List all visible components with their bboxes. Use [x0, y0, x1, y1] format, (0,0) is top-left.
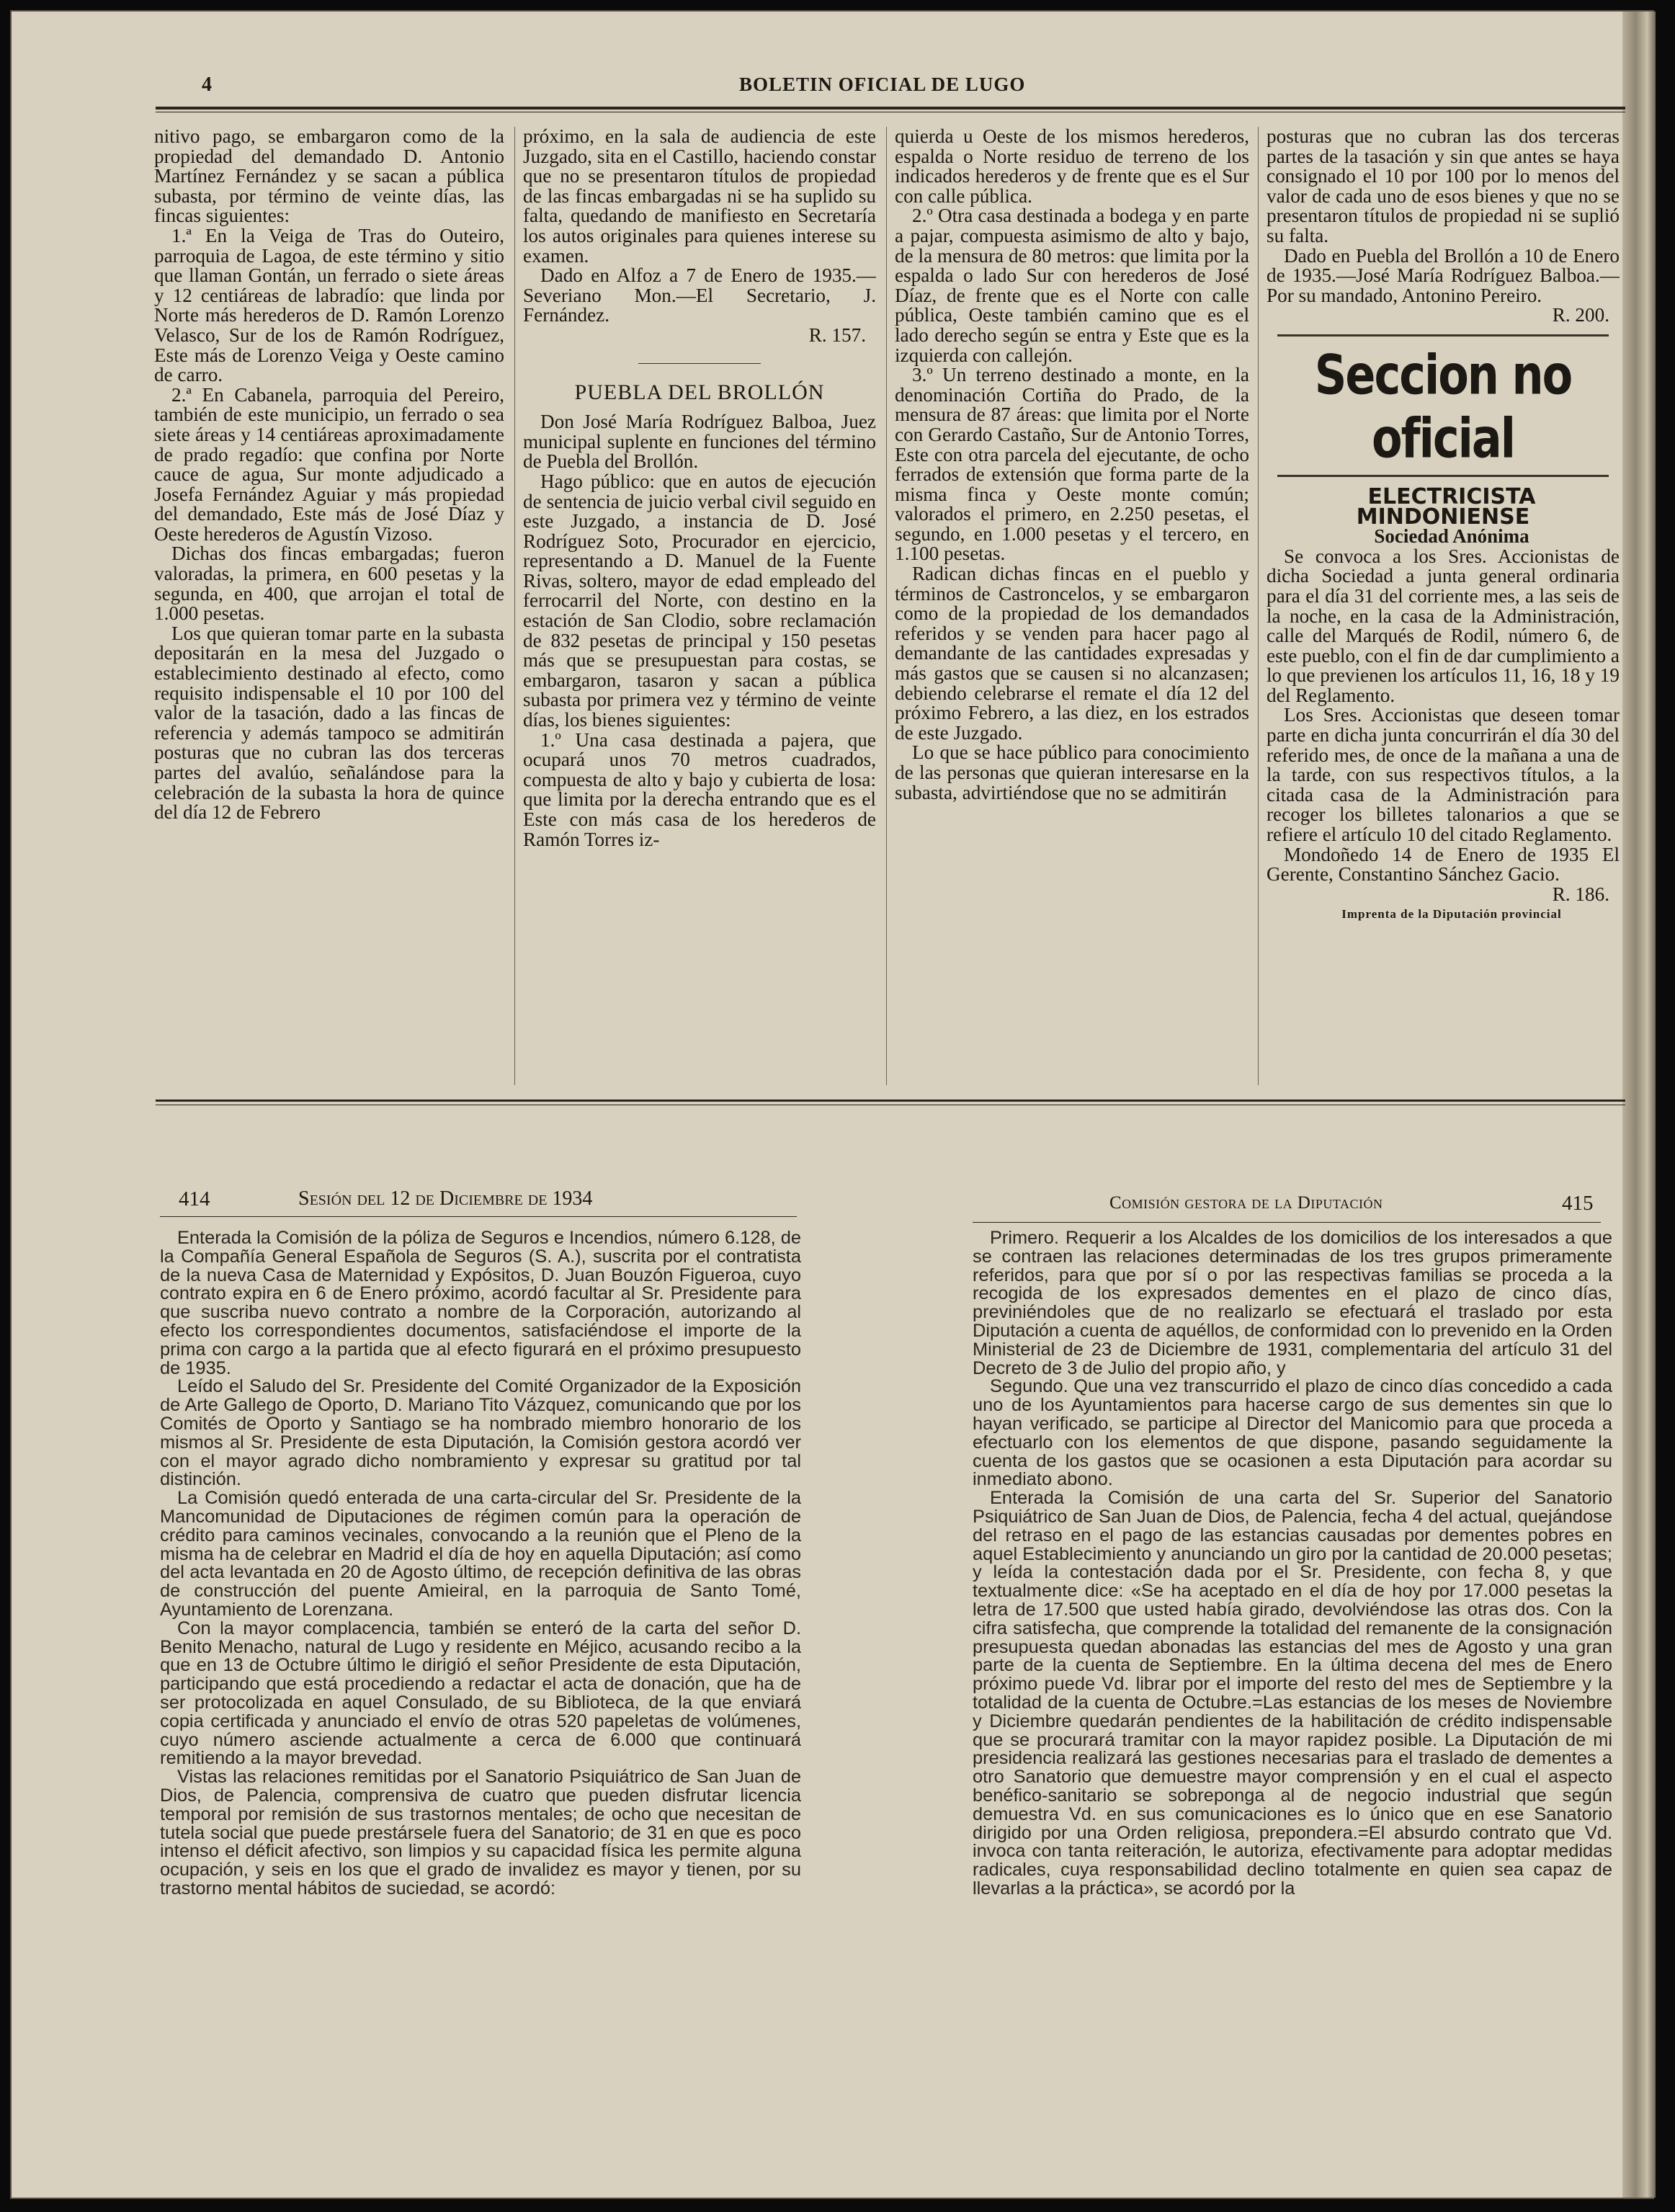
paragraph: Leído el Saludo del Sr. Presidente del Comité Organizador de la Exposición de Arte Gallego de Oporto, D. Mariano Tito Vázquez, comunicando que por los Comités de Oporto y Santiago se ha nombrado miembro honorario de los mismos al Sr. Presidente de esta Diputación, la Comisión gestora acordó ver con el mayor agrado dicho nombramiento y expresar su gratitud por tal distinción.	[160, 1376, 801, 1490]
paragraph: Vistas las relaciones remitidas por el Sanatorio Psiquiátrico de San Juan de Dios, de Palencia, comprensiva de cuatro que pueden disfrutar licencia temporal por remisión de sus trastornos mentales; de ocho que necesitan de tutela social que puede prestársele fuera del Sanatorio; de 31 en que es poco intenso el déficit afectivo, son limpios y su capacidad física les permite alguna ocupación, y seis en los que el grado de invalidez es mayor y tienen, por su trastorno mental hábitos de suciedad, se acordó:	[160, 1767, 801, 1899]
right-page-title: Comisión gestora de la Diputación	[1109, 1193, 1383, 1213]
paragraph: Radican dichas fincas en el pueblo y términos de Castroncelos, y se embargaron como de la propiedad de los demandados referidos y se venden para hacer pago al demandante de las cantidades expresadas y más gastos que se causen si no alcanzasen; debiendo celebrarse el remate el día 12 del próximo Febrero, a las diez, en los estrados de este Juzgado.	[895, 563, 1249, 744]
paragraph: Enterada la Comisión de la póliza de Seguros e Incendios, número 6.128, de la Compañía General Española de Seguros (S. A.), suscrita por el contratista de la nueva Casa de Maternidad y Expósitos, D. Juan Bouzón Figueroa, cuyo contrato expira en 6 de Enero próximo, acordó facultar al Sr. Presidente para que suscriba nuevo contrato a nombre de la Corporación, autorizando al efecto los correspondientes documentos, satisfaciéndose el importe de la prima con cargo a la partida que al efecto figurará en el próximo presupuesto de 1935.	[160, 1229, 801, 1378]
paragraph: La Comisión quedó enterada de una carta-circular del Sr. Presidente de la Mancomunidad de Diputaciones de régimen común para la operación de crédito para caminos vecinales, convocando a la reunión que el Pleno de la misma ha de celebrar en Madrid el día de hoy en aquella Diputación; así como del acta levantada en 20 de Agosto último, de recepción definitiva de las obras de construcción del puente Amieiral, en la parroquia de Santo Tomé, Ayuntamiento de Lorenzana.	[160, 1488, 801, 1620]
section-divider	[1277, 334, 1609, 336]
column-1	[154, 127, 504, 1082]
paragraph: 2.ª En Cabanela, parroquia del Pereiro, también de este municipio, un ferrado o sea siete áreas y 14 centiáreas aproximadamente de prado regadío: que confina por Norte cauce de agua, Sur monte adjudicado a Josefa Fernández Aguiar y más propiedad del demandado, Este más de José Díaz y Oeste herederos de Agustín Vizoso.	[154, 383, 504, 545]
paragraph: nitivo pago, se embargaron como de la propiedad del demandado D. Antonio Martínez Fernández y se sacan a pública subasta, por término de veinte días, las fincas siguientes:	[154, 127, 504, 227]
paragraph: Lo que se hace público para conocimiento de las personas que quieran interesarse en la subasta, advirtiéndose que no se admitirán	[895, 741, 1249, 803]
column-divider	[514, 127, 515, 1085]
paragraph: posturas que no cubran las dos terceras partes de la tasación y sin que antes se haya consignado el 10 por 100 por lo menos del valor de cada uno de esos bienes y que no se presentaron títulos de propiedad ni se suplió su falta.	[1267, 127, 1620, 246]
paragraph: 2.º Otra casa destinada a bodega y en parte a pajar, compuesta asimismo de alto y bajo, de la mensura de 80 metros: que limita por la espalda o lado Sur con herederos de José Díaz, de frente que es el Norte con calle pública, Oeste también camino que es el lado derecho según se entra y Este que es la izquierda con callejón.	[895, 205, 1249, 366]
section-divider	[638, 363, 761, 364]
column-3	[895, 127, 1249, 1082]
paragraph: Primero. Requerir a los Alcaldes de los domicilios de los interesados a que se contraen las relaciones determinadas de los tres grupos primeramente referidos, para que por sí o por las respectivas familias se proceda a la recogida de los expresados dementes en el plazo de cinco días, previniéndoles que de no realizarlo se efectuará el traslado por esta Diputación a cuenta de aquéllos, de conformidad con lo prevenido en la Orden Ministerial de 23 de Diciembre de 1931, complementaria del artículo 31 del Decreto de 3 de Julio del propio año, y	[973, 1229, 1612, 1378]
left-page-title: Sesión del 12 de Diciembre de 1934	[298, 1187, 593, 1210]
reference-number: R. 200.	[1552, 304, 1609, 326]
right-page-number: 415	[1562, 1192, 1594, 1215]
column-divider	[1258, 127, 1259, 1085]
page-bottom-rule	[156, 1100, 1625, 1102]
company-name: ELECTRICISTA MINDONIENSE	[1356, 483, 1536, 530]
paragraph: Hago público: que en autos de ejecución de sentencia de juicio verbal civil seguido en este Juzgado, a instancia de D. José Rodríguez Soto, Procurador en ejercicio, representando a D. Manuel de la Fuente Rivas, soltero, mayor de edad empleado del ferrocarril del Norte, con destino en la estación de San Clodio, sobre reclamación de 832 pesetas de principal y 150 pesetas más que se presupuestan para costas, se embargaron, tasaron y sacan a pública subasta por primera vez y término de veinte días, los bienes siguientes:	[523, 470, 876, 731]
column-divider	[886, 127, 887, 1085]
paragraph: Los que quieran tomar parte en la subasta depositarán en la mesa del Juzgado o establecimiento destinado al efecto, como requisito indispensable el 10 por 100 del valor de la tasación, dado a las fincas de referencia y además tampoco se admitirán posturas que no cubran las dos terceras partes del avalúo, señalándose para la celebración de la subasta la hora de quince del día 12 de Febrero	[154, 622, 504, 824]
column-4	[1267, 127, 1620, 1082]
reference-number: R. 157.	[808, 324, 866, 346]
paragraph: Dichas dos fincas embargadas; fueron valoradas, la primera, en 600 pesetas y la segunda, en 400, que arrojan el total de 1.000 pesetas.	[154, 543, 504, 625]
left-page-number: 414	[179, 1187, 210, 1210]
paragraph: Segundo. Que una vez transcurrido el plazo de cinco días concedido a cada uno de los Ayuntamientos para hacerse cargo de sus dementes sin que lo hayan verificado, se participe al Director del Manicomio para que proceda a efectuarlo con los elementos de que dispone, pasando seguidamente la cuenta de los gastos que se ocasionen a esta Diputación para acordar su inmediato abono.	[973, 1376, 1612, 1490]
binding-spine	[1622, 12, 1656, 2198]
paragraph: Enterada la Comisión de una carta del Sr. Superior del Sanatorio Psiquiátrico de San Juan de Dios, de Palencia, fecha 4 del actual, quejándose del retraso en el pago de las estancias causadas por dementes pobres en aquel Establecimiento y anunciando un giro por la cantidad de 20.000 pesetas; y leída la contestación dada por el Sr. Presidente, con fecha 8, y que textualmente dice: «Se ha aceptado en el día de hoy por 17.000 pesetas la letra de 17.500 que usted había girado, devolviéndose las otras dos. Con la cifra satisfecha, que comprende la totalidad del remanente de la consignación presupuesta quedan abonadas las estancias del mes de Agosto y una gran parte de la cuenta de Septiembre. En la última decena del mes de Enero próximo puede Vd. librar por el importe del resto del mes de Septiembre y la totalidad de la cuenta de Octubre.=Las estancias de los meses de Noviembre y Diciembre quedarán pendientes de la habilitación de crédito indispensable que se procurará tramitar con la mayor rapidez posible. La Diputación de mi presidencia realizará las gestiones necesarias para el traslado de dementes a otro Sanatorio que demuestre mayor comprensión y en el cual el aspecto benéfico-sanitario se sobreponga al de negocio industrial que según demuestra Vd. en sus comunicaciones es lo único que en ese Sanatorio dirigido por una Orden religiosa, prepondera.=El absurdo contrato que Vd. invoca con tanta reiteración, le autoriza, efectivamente para adoptar medidas radicales, cuya responsabilidad declino totalmente en quien sea capaz de llevarlas a la práctica», se acordó por la	[973, 1488, 1612, 1899]
paragraph: 3.º Un terreno destinado a monte, en la denominación Cortiña do Prado, de la mensura de 87 áreas: que limita por el Norte con Gerardo Castaño, Sur de Antonio Torres, Este con otra parcela del ejecutante, de ocho ferrados de extensión que forma parte de la misma finca y Oeste monte común; valorados el primero, en 2.250 pesetas, el segundo, en 1.000 pesetas y el tercero, en 1.100 pesetas.	[895, 364, 1249, 565]
paragraph: Se convoca a los Sres. Accionistas de dicha Sociedad a junta general ordinaria para el día 31 del corriente mes, a las seis de la noche, en la casa de la Administración, calle del Marqués de Rodil, número 6, de este pueblo, con el fin de dar cumplimiento a lo que previenen los artículos 11, 16, 18 y 19 del Reglamento.	[1267, 545, 1620, 706]
header-rule	[156, 107, 1625, 110]
reference-number: R. 186.	[1552, 883, 1609, 905]
section-title: PUEBLA DEL BROLLÓN	[574, 380, 825, 404]
section-banner: Seccion no oficial	[1314, 342, 1572, 471]
company-subtitle: Sociedad Anónima	[1374, 525, 1529, 548]
paragraph: Mondoñedo 14 de Enero de 1935 El Gerente, Constantino Sánchez Gacio.	[1267, 843, 1620, 886]
newspaper-sheet	[10, 10, 1654, 2199]
paragraph: 1.ª En la Veiga de Tras do Outeiro, parroquia de Lagoa, de este término y sitio que llaman Gontán, un ferrado o siete áreas y 12 centiáreas de labradío: que linda por Norte más herederos de D. Ramón Lorenzo Velasco, Sur de los de Ramón Rodríguez, Este más de Lorenzo Veiga y Oeste camino de carro.	[154, 224, 504, 386]
paragraph: Dado en Alfoz a 7 de Enero de 1935.—Severiano Mon.—El Secretario, J. Fernández.	[523, 264, 876, 326]
paragraph: Dado en Puebla del Brollón a 10 de Enero de 1935.—José María Rodríguez Balboa.—Por su mandado, Antonino Pereiro.	[1267, 244, 1620, 306]
right-page-body	[973, 1229, 1612, 2108]
newspaper-title: BOLETIN OFICIAL DE LUGO	[739, 73, 1026, 95]
paragraph: 1.º Una casa destinada a pajera, que ocupará unos 70 metros cuadrados, compuesta de alto y bajo y cubierta de losa: que limita por la derecha entrando que es el Este con más casa de los herederos de Ramón Torres iz-	[523, 728, 876, 850]
column-2	[523, 127, 876, 1082]
section-divider	[1277, 475, 1609, 477]
paragraph: Con la mayor complacencia, también se enteró de la carta del señor D. Benito Menacho, natural de Lugo y residente en Méjico, acusando recibo a la que en 13 de Octubre último le dirigió el señor Presidente de esta Diputación, participando que está procediendo a redactar el acta de donación, que ha de ser protocolizada en aquel Consulado, de su Biblioteca, de la que enviará copia certificada y anunciado el envío de otras 520 papeletas de volúmenes, cuyo número asciende actualmente a cerca de 6.000 que continuará remitiendo a la mayor brevedad.	[160, 1618, 801, 1769]
paragraph: quierda u Oeste de los mismos herederos, espalda o Norte residuo de terreno de los indicados herederos y de frente que es el Sur con calle pública.	[895, 127, 1249, 207]
right-header-rule	[973, 1222, 1601, 1223]
page-number: 4	[202, 73, 212, 96]
paragraph: Los Sres. Accionistas que deseen tomar parte en dicha junta concurrirán el día 30 del referido mes, de once de la mañana a una de la tarde, con sus respectivos títulos, a la citada casa de la Administración para recoger los billetes talonarios a que se refiere el artículo 10 del citado Reglamento.	[1267, 704, 1620, 846]
paragraph: Don José María Rodríguez Balboa, Juez municipal suplente en funciones del término de Puebla del Brollón.	[523, 411, 876, 473]
left-header-rule	[160, 1216, 797, 1217]
printer-imprint: Imprenta de la Diputación provincial	[1341, 907, 1562, 922]
paragraph: próximo, en la sala de audiencia de este Juzgado, sita en el Castillo, haciendo constar que no se presentaron títulos de propiedad de las fincas embargadas ni se ha suplido su falta, quedando de manifiesto en Secretaría los autos originales para quienes interese su examen.	[523, 127, 876, 267]
page-header	[12, 73, 1656, 102]
left-page-body	[160, 1229, 801, 2108]
